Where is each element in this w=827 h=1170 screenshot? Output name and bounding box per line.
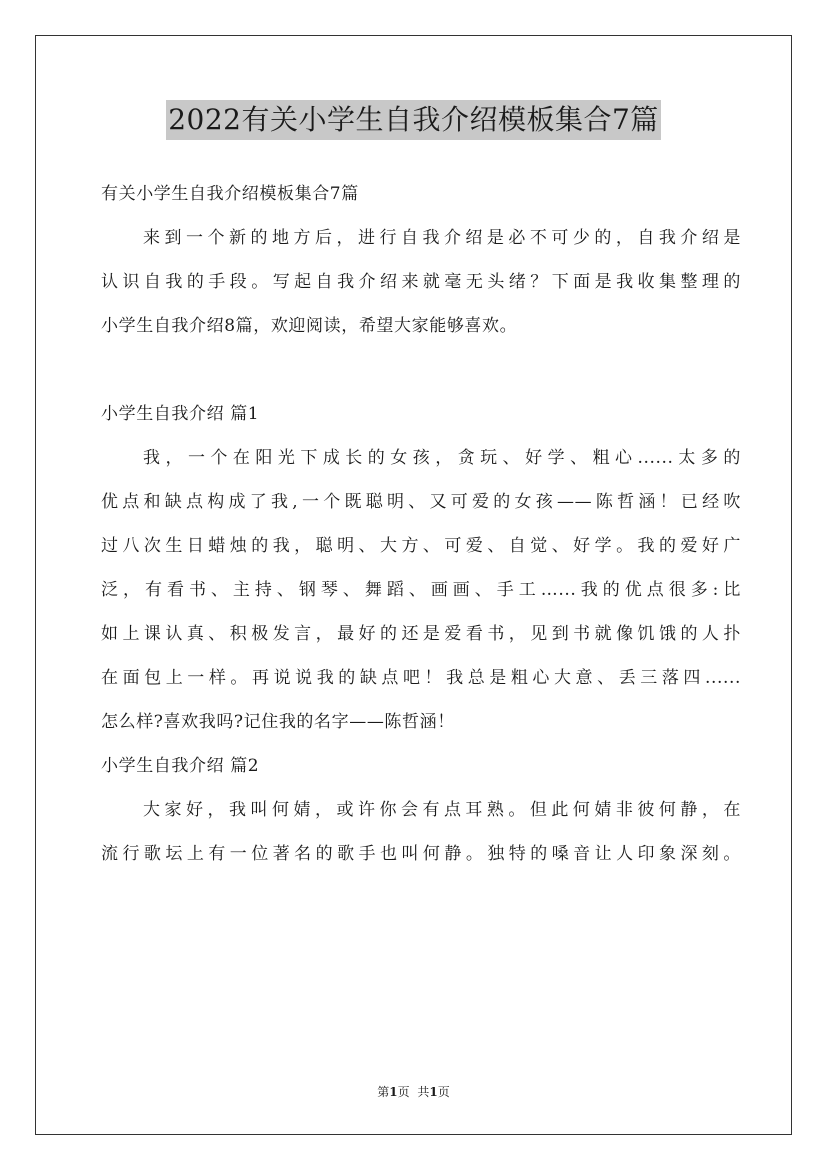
intro-line: 小学生自我介绍8篇，欢迎阅读，希望大家能够喜欢。 bbox=[101, 316, 518, 336]
spacer bbox=[101, 348, 741, 392]
document-body bbox=[101, 172, 741, 876]
page-suffix: 页 bbox=[397, 1085, 410, 1099]
paragraph-line: 流行歌坛上有一位著名的歌手也叫何静。独特的嗓音让人印象深刻。 bbox=[101, 844, 741, 864]
section-heading: 小学生自我介绍 篇1 bbox=[101, 404, 260, 424]
title-container bbox=[0, 100, 827, 140]
document-subtitle: 有关小学生自我介绍模板集合7篇 bbox=[101, 184, 359, 204]
intro-line: 来到一个新的地方后，进行自我介绍是必不可少的，自我介绍是 bbox=[143, 228, 741, 248]
paragraph-line: 怎么样?喜欢我吗?记住我的名字——陈哲涵！ bbox=[101, 712, 455, 732]
intro-line: 认识自我的手段。写起自我介绍来就毫无头绪？下面是我收集整理的 bbox=[101, 272, 741, 292]
paragraph-line: 大家好，我叫何婧，或许你会有点耳熟。但此何婧非彼何静，在 bbox=[143, 800, 741, 820]
page-number: 1 bbox=[389, 1085, 398, 1099]
section-heading: 小学生自我介绍 篇2 bbox=[101, 756, 260, 776]
paragraph-line: 泛，有看书、主持、钢琴、舞蹈、画画、手工…...我的优点很多:比 bbox=[101, 580, 741, 600]
paragraph-line: 优点和缺点构成了我,一个既聪明、又可爱的女孩——陈哲涵！已经吹 bbox=[101, 492, 741, 512]
document-title: 2022有关小学生自我介绍模板集合7篇 bbox=[166, 100, 661, 140]
total-prefix: 共 bbox=[417, 1085, 430, 1099]
total-number: 1 bbox=[429, 1085, 438, 1099]
paragraph-line: 我，一个在阳光下成长的女孩，贪玩、好学、粗心......太多的 bbox=[143, 448, 741, 468]
paragraph-line: 如上课认真、积极发言，最好的还是爱看书，见到书就像饥饿的人扑 bbox=[101, 624, 741, 644]
page-prefix: 第 bbox=[377, 1085, 390, 1099]
total-suffix: 页 bbox=[437, 1085, 450, 1099]
page-footer bbox=[0, 1084, 827, 1100]
paragraph-line: 在面包上一样。再说说我的缺点吧！我总是粗心大意、丢三落四...... bbox=[101, 668, 741, 688]
paragraph-line: 过八次生日蜡烛的我，聪明、大方、可爱、自觉、好学。我的爱好广 bbox=[101, 536, 741, 556]
